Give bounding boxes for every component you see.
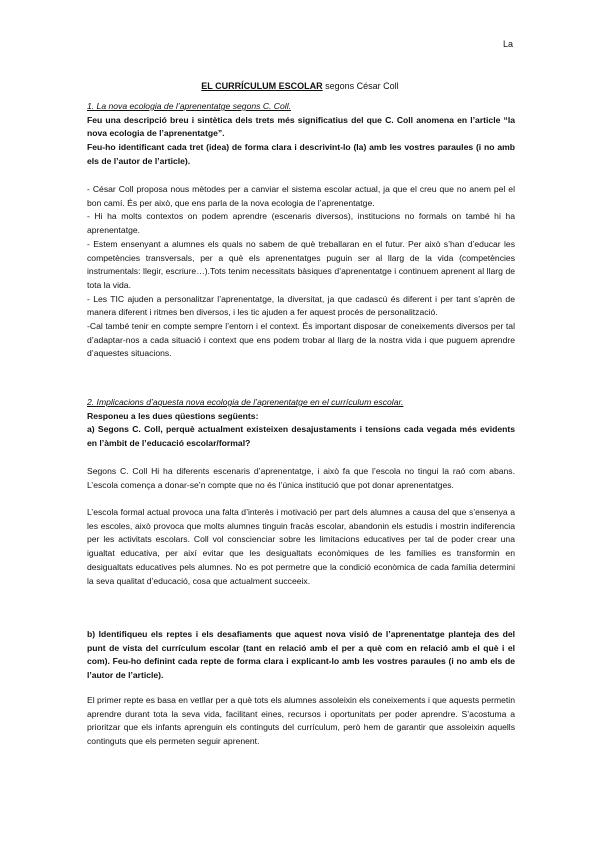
section-1-heading: 1. La nova ecologia de l’aprenentatge segons C. Coll.	[87, 101, 292, 111]
title-main: EL CURRÍCULUM ESCOLAR	[201, 81, 323, 91]
section-2-instruction: Responeu a les dues qüestions següents:	[87, 410, 259, 421]
answer-b: El primer repte es basa en vetllar per a què tots els alumnes assoleixin els coneixements i que aquests permetin aprendre durant tota la seva vida, facilitant eines, recursos i oportunitats per poder aprendre. S’acostuma a prioritzar que els infants aprenguin els continguts del currículum, però hem de garantir que assoleixin aquells continguts que els permeten seguir aprenent.	[87, 695, 515, 747]
list-item: - Les TIC ajuden a personalitzar l’aprenentatge, la diversitat, ja que cadascú és diferent i per tant s’aprèn de manera diferent i ritmes ben diversos, i les tic ajuden a fer aquest procés de personalització.	[87, 293, 515, 318]
question-b: b) Identifiqueu els reptes i els desafiaments que aquest nova visió de l’aprenentatge planteja des del punt de vista del currículum escolar (tant en relació amb el per a què com en relació amb el què i el com). Feu-ho definint cada repte de forma clara i explicant-lo amb les vostres paraules (i no amb els de l’autor de l’article).	[87, 629, 515, 681]
title-sub: segons César Coll	[322, 81, 399, 91]
answer-a-1: Segons C. Coll Hi ha diferents escenaris d’aprenentatge, i això fa que l’escola no tingui la raó com abans. L’escola comença a donar-se’n compte que no és l’única institució que pot donar aprenentatges.	[87, 466, 515, 490]
list-item: -Cal també tenir en compte sempre l’entorn i el context. És important disposar de coneixements diversos per tal d’adaptar-nos a cada situació i context que ens podem trobar al llarg de la nostra vida i que puguem aprendre d’aquestes situacions.	[87, 321, 515, 359]
section-2-heading-block	[87, 396, 515, 451]
list-item: - César Coll proposa nous mètodes per a canviar el sistema escolar actual, ja que el creu que no anem pel el bon camí. És per això, que ens parla de la nova ecologia de l’aprenentatge.	[87, 184, 515, 208]
section-1-answers	[87, 183, 515, 361]
page-header-corner: La	[503, 39, 514, 49]
answer-a-2: L’escola formal actual provoca una falta d’interès i motivació per part dels alumnes a causa del que s’ensenya a les escoles, això provoca que molts alumnes tinguin fracàs escolar, abandonin els estudis i mostrin indiferencia per les activitats escolars. Coll vol conscienciar sobre les limitacions educatives per tal de poder crear una igualtat educativa, per així evitar que les desigualtats econòmiques de les famílies es transformin en desigualtats educatives pels alumnes. No es pot permetre que la condició econòmica de cada família determini la seva qualitat d’educació, cosa que actualment succeeix.	[87, 507, 515, 586]
section-1-heading-block	[87, 100, 515, 169]
question-a: a) Segons C. Coll, perquè actualment existeixen desajustaments i tensions cada vegada més evidents en l’àmbit de l’educació escolar/formal?	[87, 424, 515, 449]
section-1-instruction-1: Feu una descripció breu i sintètica dels trets més significatius del que C. Coll anomena en l’article “la nova ecologia de l’aprenentatge”.	[87, 114, 515, 139]
section-1-instruction-2: Feu-ho identificant cada tret (idea) de forma clara i descrivint-lo (la) amb les vostres paraules (i no amb els de l’autor de l’article).	[87, 142, 515, 166]
list-item: - Hi ha molts contextos on podem aprendre (escenaris diversos), institucions no formals on també hi ha aprenentatge.	[87, 211, 515, 236]
document-title	[0, 80, 600, 94]
list-item: - Estem ensenyant a alumnes els quals no sabem de què treballaran en el futur. Per això s’han d’educar les competències transversals, per a què els aprenentatges puguin ser al llarg de la vida (competències instrumentals: llegir, escriure…).Tots tenim necessitats bàsiques d’aprenentatge i continuem aprenent al llarg de tota la vida.	[87, 238, 515, 290]
section-2-heading: 2. Implicacions d’aquesta nova ecologia de l’aprenentatge en el currículum escolar.	[87, 397, 404, 407]
